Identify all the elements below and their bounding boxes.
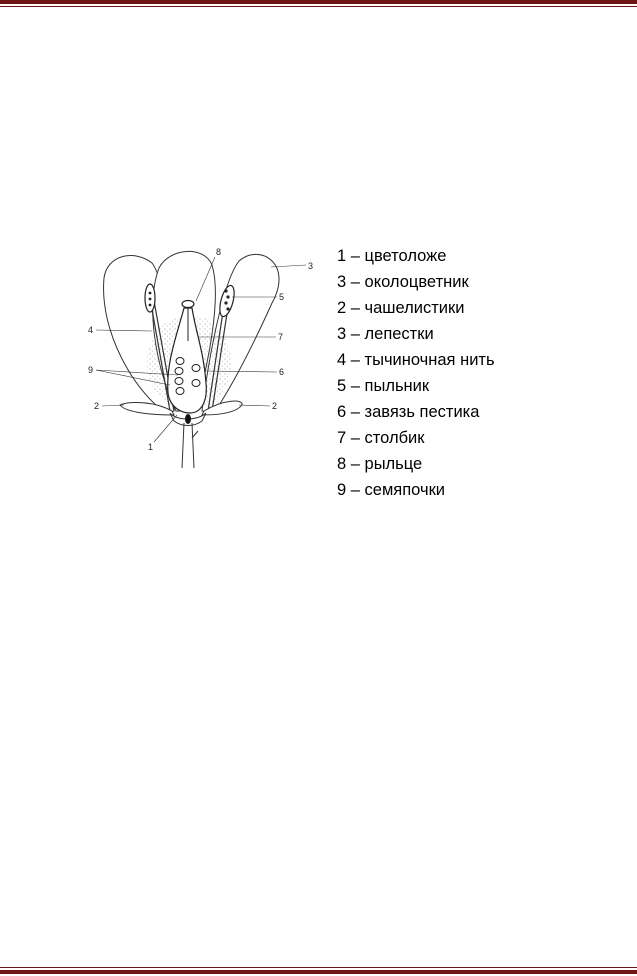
legend-item: 5 – пыльник: [337, 377, 430, 395]
callout-2-right: 2: [272, 401, 278, 411]
callout-2-left: 2: [94, 401, 100, 411]
page-bottom-border-thin: [0, 967, 637, 968]
page-bottom-border: [0, 970, 637, 974]
page-top-border: [0, 0, 637, 4]
callout-5: 5: [279, 292, 285, 302]
legend-item: 6 – завязь пестика: [337, 403, 480, 421]
callout-4: 4: [88, 325, 94, 335]
flower-structure-diagram: [84, 243, 324, 473]
page-top-border-thin: [0, 6, 637, 7]
legend-item: 3 – лепестки: [337, 325, 434, 343]
callout-1: 1: [148, 442, 154, 452]
legend-item: 3 – околоцветник: [337, 273, 469, 291]
legend-item: 8 – рыльце: [337, 455, 423, 473]
callout-9: 9: [88, 365, 94, 375]
legend: [337, 246, 495, 506]
legend-item: 7 – столбик: [337, 429, 425, 447]
callout-3: 3: [308, 261, 314, 271]
legend-item: 4 – тычиночная нить: [337, 351, 495, 369]
legend-item: 1 – цветоложе: [337, 247, 447, 265]
callout-8: 8: [216, 247, 222, 257]
pistil-stigma: [182, 301, 194, 308]
legend-item: 9 – семяпочки: [337, 481, 446, 499]
legend-item: 2 – чашелистики: [337, 299, 465, 317]
stem: [182, 423, 198, 468]
callout-7: 7: [278, 332, 284, 342]
callout-6: 6: [279, 367, 285, 377]
